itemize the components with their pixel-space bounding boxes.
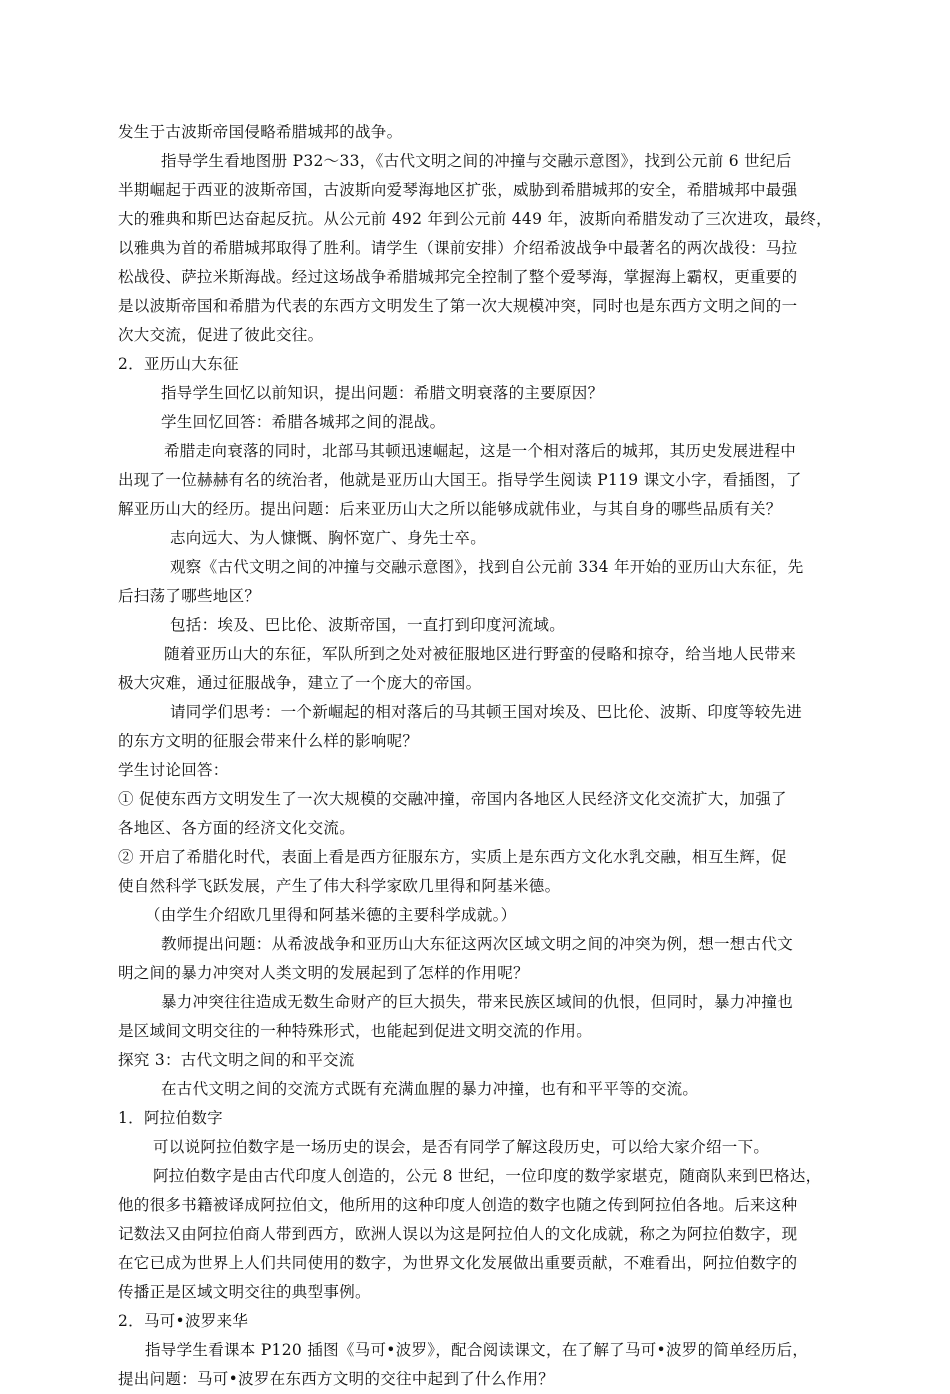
text-line: 极大灾难，通过征服战争，建立了一个庞大的帝国。 [118, 674, 482, 692]
text-line: 2．马可•波罗来华 [118, 1312, 249, 1330]
text-line: 提出问题：马可•波罗在东西方文明的交往中起到了什么作用？ [118, 1370, 555, 1388]
text-line: 各地区、各方面的经济文化交流。 [118, 819, 356, 837]
text-line: 观察《古代文明之间的冲撞与交融示意图》，找到自公元前 334 年开始的亚历山大东征，先 [170, 558, 804, 576]
text-line: 是区域间文明交往的一种特殊形式，也能起到促进文明交流的作用。 [118, 1022, 593, 1040]
text-line: 半期崛起于西亚的波斯帝国，古波斯向爱琴海地区扩张，威胁到希腊城邦的安全，希腊城邦中最强 [118, 181, 798, 199]
text-line: 指导学生回忆以前知识，提出问题：希腊文明衰落的主要原因？ [161, 384, 604, 402]
text-line: 可以说阿拉伯数字是一场历史的误会，是否有同学了解这段历史，可以给大家介绍一下。 [153, 1138, 770, 1156]
text-line: 请同学们思考：一个新崛起的相对落后的马其顿王国对埃及、巴比伦、波斯、印度等较先进 [170, 703, 803, 721]
text-line: 包括：埃及、巴比伦、波斯帝国，一直打到印度河流域。 [170, 616, 566, 634]
text-line: 志向远大、为人慷慨、胸怀宽广、身先士卒。 [170, 529, 487, 547]
text-line: 指导学生看地图册 P32～33，《古代文明之间的冲撞与交融示意图》，找到公元前 6 世纪后 [161, 152, 792, 170]
text-line: 明之间的暴力冲突对人类文明的发展起到了怎样的作用呢？ [118, 964, 529, 982]
text-line: 发生于古波斯帝国侵略希腊城邦的战争。 [118, 123, 403, 141]
text-line: 松战役、萨拉米斯海战。经过这场战争希腊城邦完全控制了整个爱琴海，掌握海上霸权，更重要的 [118, 268, 798, 286]
text-line: ① 促使东西方文明发生了一次大规模的交融冲撞，帝国内各地区人民经济文化交流扩大，加强了 [118, 790, 787, 808]
text-line: 教师提出问题：从希波战争和亚历山大东征这两次区域文明之间的冲突为例，想一想古代文 [161, 935, 794, 953]
text-line: 指导学生看课本 P120 插图《马可•波罗》，配合阅读课文，在了解了马可•波罗的简单经历后， [145, 1341, 809, 1359]
text-line: 1．阿拉伯数字 [118, 1109, 223, 1127]
text-line: 解亚历山大的经历。提出问题：后来亚历山大之所以能够成就伟业，与其自身的哪些品质有关？ [118, 500, 782, 518]
text-line: 他的很多书籍被译成阿拉伯文，他所用的这种印度人创造的数字也随之传到阿拉伯各地。后来这种 [118, 1196, 798, 1214]
text-line: 暴力冲突往往造成无数生命财产的巨大损失，带来民族区域间的仇恨，但同时，暴力冲撞也 [161, 993, 794, 1011]
text-line: 学生讨论回答： [118, 761, 229, 779]
text-line: 在它已成为世界上人们共同使用的数字，为世界文化发展做出重要贡献，不难看出，阿拉伯数字的 [118, 1254, 798, 1272]
text-line: 在古代文明之间的交流方式既有充满血腥的暴力冲撞，也有和平平等的交流。 [161, 1080, 699, 1098]
text-line: 使自然科学飞跃发展，产生了伟大科学家欧几里得和阿基米德。 [118, 877, 561, 895]
text-line: ② 开启了希腊化时代，表面上看是西方征服东方，实质上是东西方文化水乳交融，相互生辉，促 [118, 848, 787, 866]
text-line: 传播正是区域文明交往的典型事例。 [118, 1283, 371, 1301]
text-line: 2．亚历山大东征 [118, 355, 239, 373]
text-line: （由学生介绍欧几里得和阿基米德的主要科学成就。） [145, 906, 517, 924]
text-line: 随着亚历山大的东征，军队所到之处对被征服地区进行野蛮的侵略和掠夺，给当地人民带来 [164, 645, 797, 663]
text-line: 希腊走向衰落的同时，北部马其顿迅速崛起，这是一个相对落后的城邦，其历史发展进程中 [164, 442, 797, 460]
text-line: 学生回忆回答：希腊各城邦之间的混战。 [161, 413, 446, 431]
text-line: 以雅典为首的希腊城邦取得了胜利。请学生（课前安排）介绍希波战争中最著名的两次战役：马拉 [118, 239, 798, 257]
text-line: 是以波斯帝国和希腊为代表的东西方文明发生了第一次大规模冲突，同时也是东西方文明之间的一 [118, 297, 798, 315]
text-line: 的东方文明的征服会带来什么样的影响呢？ [118, 732, 419, 750]
text-line: 次大交流，促进了彼此交往。 [118, 326, 324, 344]
text-line: 阿拉伯数字是由古代印度人创造的，公元 8 世纪，一位印度的数学家堪克，随商队来到巴格达， [153, 1167, 822, 1185]
text-line: 出现了一位赫赫有名的统治者，他就是亚历山大国王。指导学生阅读 P119 课文小字，看插图，了 [118, 471, 802, 489]
text-line: 大的雅典和斯巴达奋起反抗。从公元前 492 年到公元前 449 年，波斯向希腊发动了三次进攻，最终， [118, 210, 832, 228]
document-page [0, 118, 950, 1394]
text-line: 记数法又由阿拉伯商人带到西方，欧洲人误以为这是阿拉伯人的文化成就，称之为阿拉伯数字，现 [118, 1225, 798, 1243]
text-line: 后扫荡了哪些地区？ [118, 587, 261, 605]
text-line: 探究 3：古代文明之间的和平交流 [118, 1051, 355, 1069]
